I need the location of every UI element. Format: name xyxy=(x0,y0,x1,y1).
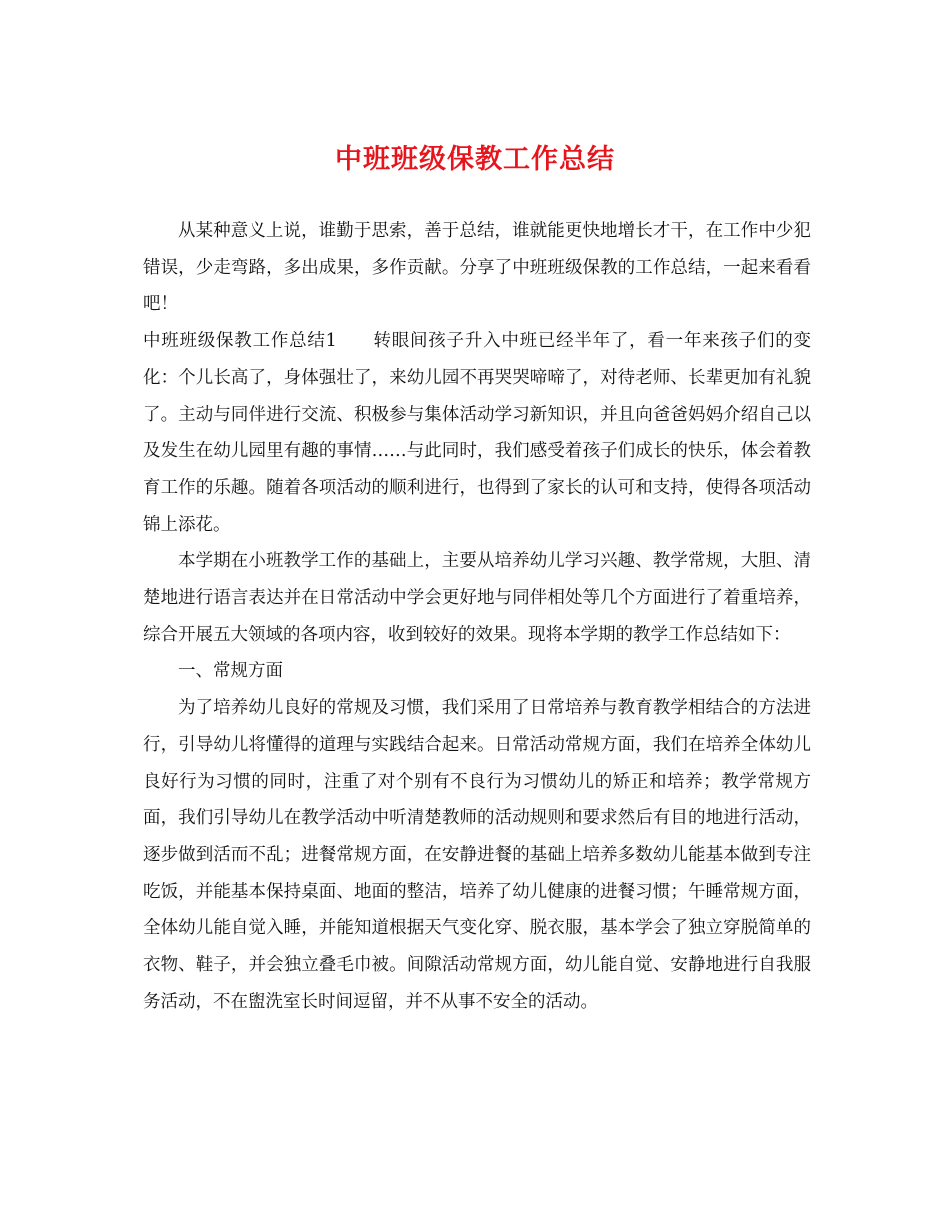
sub-heading: 一、常规方面 xyxy=(178,661,283,682)
paragraph-3: 为了培养幼儿良好的常规及习惯，我们采用了日常培养与教育教学相结合的方法进行，引导幼儿将懂得的道理与实践结合起来。日常活动常规方面，我们在培养全体幼儿良好行为习惯的同时，注重了对个别有不良行为习惯幼儿的矫正和培养；教学常规方面，我们引导幼儿在教学活动中听清楚教师的活动规则和要求然后有目的地进行活动，逐步做到活而不乱；进餐常规方面，在安静进餐的基础上培养多数幼儿能基本做到专注吃饭，并能基本保持桌面、地面的整洁，培养了幼儿健康的进餐习惯；午睡常规方面，全体幼儿能自觉入睡，并能知道根据天气变化穿、脱衣服，基本学会了独立穿脱简单的衣物、鞋子，并会独立叠毛巾被。间隙活动常规方面，幼儿能自觉、安静地进行自我服务活动，不在盥洗室长时间逗留，并不从事不安全的活动。 xyxy=(143,698,811,1012)
document-body xyxy=(143,213,811,1020)
paragraph-1: 转眼间孩子升入中班已经半年了，看一年来孩子们的变化：个儿长高了，身体强壮了，来幼儿园不再哭哭啼啼了，对待老师、长辈更加有礼貌了。主动与同伴进行交流、积极参与集体活动学习新知识，并且向爸爸妈妈介绍自己以及发生在幼儿园里有趣的事情……与此同时，我们感受着孩子们成长的快乐，体会着教育工作的乐趣。随着各项活动的顺利进行，也得到了家长的认可和支持，使得各项活动锦上添花。 xyxy=(143,331,812,535)
intro-paragraph: 从某种意义上说，谁勤于思索，善于总结，谁就能更快地增长才干，在工作中少犯错误，少走弯路，多出成果，多作贡献。分享了中班班级保教的工作总结，一起来看看吧！ xyxy=(143,221,811,315)
paragraph-2: 本学期在小班教学工作的基础上，主要从培养幼儿学习兴趣、教学常规，大胆、清楚地进行语言表达并在日常活动中学会更好地与同伴相处等几个方面进行了着重培养，综合开展五大领域的各项内容，收到较好的效果。现将本学期的教学工作总结如下： xyxy=(143,551,811,645)
section-heading: 中班班级保教工作总结1 xyxy=(143,331,337,352)
document-title: 中班班级保教工作总结 xyxy=(335,144,615,175)
section-paragraph xyxy=(143,323,811,543)
